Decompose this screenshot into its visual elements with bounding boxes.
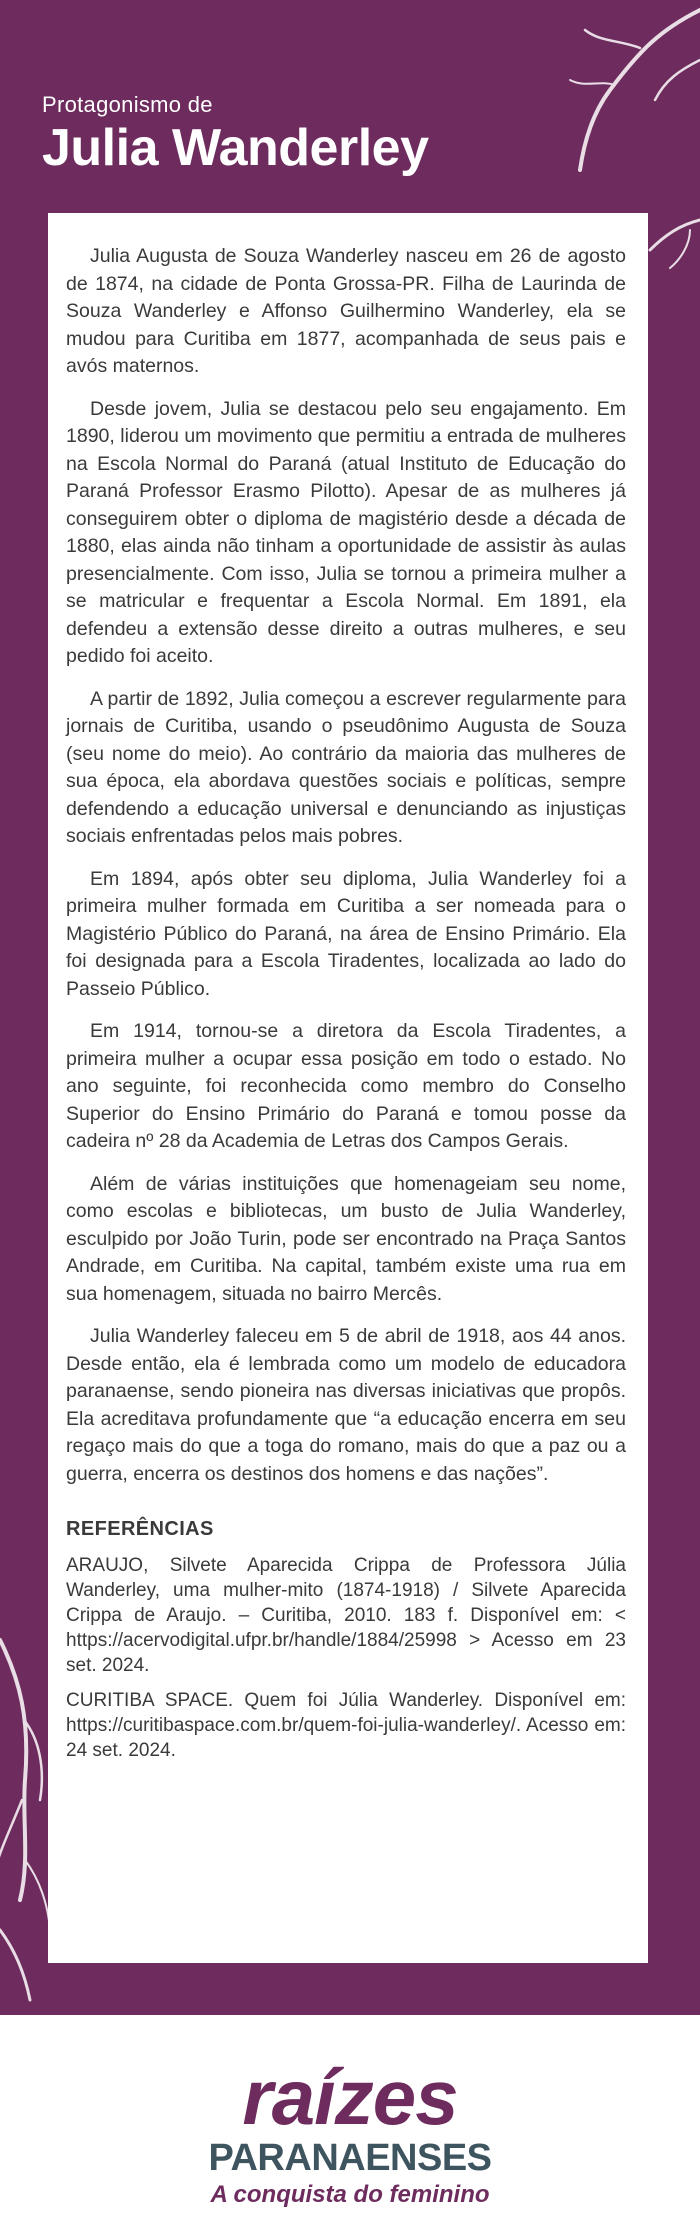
article-paragraph: Desde jovem, Julia se destacou pelo seu engajamento. Em 1890, liderou um movimento que permitiu a entrada de mulheres na Escola Normal do Paraná (atual Instituto de Educação do Paraná Professor Erasmo Pilotto). Apesar de as mulheres já conseguirem obter o diploma de magistério desde a década de 1880, elas ainda não tinham a oportunidade de assistir às aulas presencialmente. Com isso, Julia se tornou a primeira mulher a se matricular e frequentar a Escola Normal. Em 1891, ela defendeu a extensão desse direito a outras mulheres, e seu pedido foi aceito. — [66, 397, 626, 667]
header — [42, 92, 429, 176]
article-paragraph: Julia Augusta de Souza Wanderley nasceu em 26 de agosto de 1874, na cidade de Ponta Grossa-PR. Filha de Laurinda de Souza Wanderley e Affonso Guilhermino Wanderley, ela se mudou para Curitiba em 1877, acompanhada de seus pais e avós maternos. — [66, 245, 626, 377]
logo-main-text: raízes — [242, 2053, 458, 2141]
page-title: Julia Wanderley — [42, 119, 429, 177]
reference-item: ARAUJO, Silvete Aparecida Crippa de Professora Júlia Wanderley, uma mulher-mito (1874-1918) / Silvete Aparecida Crippa de Araujo. – Curitiba, 2010. 183 f. Disponível em: < https://acervodigital.ufpr.br/handle/1884/25998 > Acesso em 23 set. 2024. — [66, 1555, 626, 1676]
article-paragraph: Em 1894, após obter seu diploma, Julia Wanderley foi a primeira mulher formada em Curitiba a ser nomeada para o Magistério Público do Paraná, na área de Ensino Primário. Ela foi designada para a Escola Tiradentes, localizada ao lado do Passeio Público. — [66, 867, 626, 1000]
article-paragraph: Julia Wanderley faleceu em 5 de abril de 1918, aos 44 anos. Desde então, ela é lembrada como um modelo de educadora paranaense, sendo pioneira nas diversas iniciativas que propôs. Ela acreditava profundamente que “a educação encerra em seu regaço mais do que a toga do romano, mais do que a paz ou a guerra, encerra os destinos dos homens e das nações”. — [66, 1325, 626, 1485]
logo-tagline: A conquista do feminino — [210, 2181, 490, 2208]
article-paragraph: Além de várias instituições que homenageiam seu nome, como escolas e bibliotecas, um busto de Julia Wanderley, esculpido por João Turin, pode ser encontrado na Praça Santos Andrade, em Curitiba. Na capital, também existe uma rua em sua homenagem, situada no bairro Mercês. — [66, 1172, 626, 1305]
article-card — [48, 213, 648, 1963]
page-subtitle: Protagonismo de — [42, 92, 213, 117]
reference-item: CURITIBA SPACE. Quem foi Júlia Wanderley. Disponível em: https://curitibaspace.com.br/quem-foi-julia-wanderley/. Acesso em: 24 set. 2024. — [66, 1690, 626, 1761]
article-paragraph: Em 1914, tornou-se a diretora da Escola Tiradentes, a primeira mulher a ocupar essa posição em todo o estado. No ano seguinte, foi reconhecida como membro do Conselho Superior do Ensino Primário do Paraná e tomou posse da cadeira nº 28 da Academia de Letras dos Campos Gerais. — [66, 1020, 626, 1152]
references-heading: REFERÊNCIAS — [66, 1518, 214, 1540]
logo-sub-text: PARANAENSES — [208, 2137, 492, 2179]
footer-logo — [0, 2015, 700, 2230]
article-paragraph: A partir de 1892, Julia começou a escrever regularmente para jornais de Curitiba, usando o pseudônimo Augusta de Souza (seu nome do meio). Ao contrário da maioria das mulheres de sua época, ela abordava questões sociais e políticas, sempre defendendo a educação universal e denunciando as injustiças sociais enfrentadas pelos mais pobres. — [66, 687, 626, 847]
